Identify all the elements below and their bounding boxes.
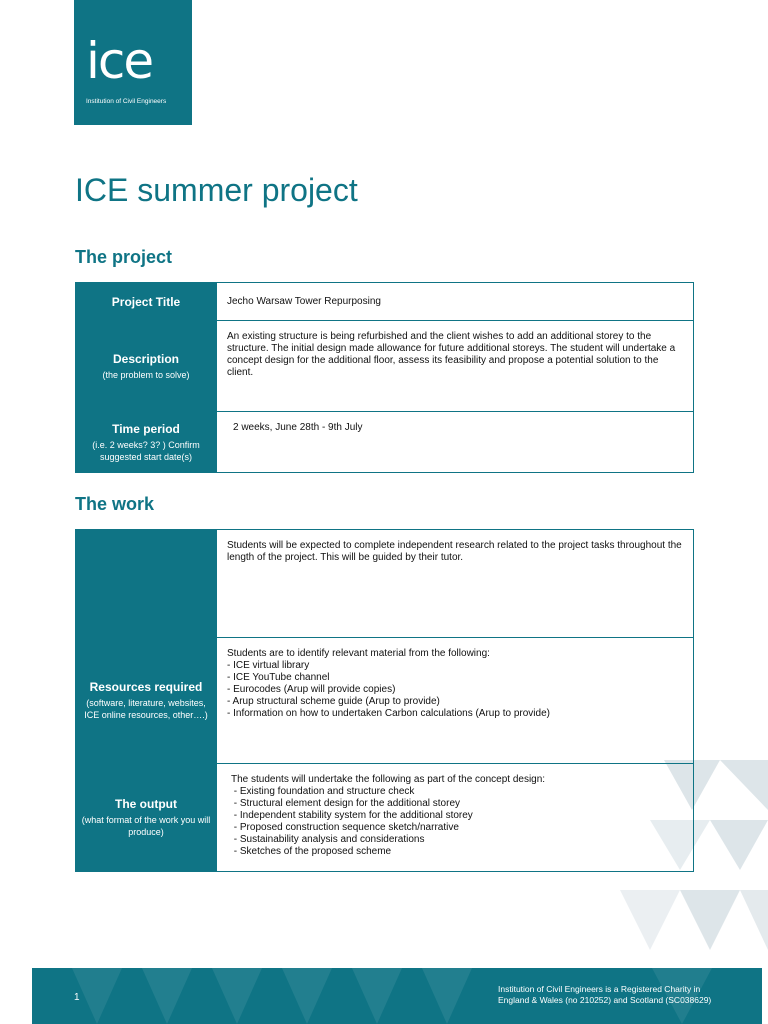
resources-line: - Information on how to undertaken Carbon calculations (Arup to provide) xyxy=(227,708,550,719)
project-title-label-cell xyxy=(76,283,217,321)
description-label: Description xyxy=(112,351,179,366)
work-table xyxy=(75,529,694,872)
table-row xyxy=(76,638,694,764)
logo-wordmark: ice xyxy=(86,32,153,90)
time-period-sublabel: (i.e. 2 weeks? 3? ) Confirm suggested start date(s) xyxy=(92,439,200,462)
page-number: 1 xyxy=(74,992,80,1003)
time-period-label-cell xyxy=(76,412,217,473)
resources-label: Resources required xyxy=(89,680,203,694)
output-line: - Proposed construction sequence sketch/narrative xyxy=(231,822,459,833)
output-line: - Existing foundation and structure check xyxy=(231,786,415,797)
resources-line: - Eurocodes (Arup will provide copies) xyxy=(227,684,396,695)
charity-line: England & Wales (no 210252) and Scotland (SC038629) xyxy=(498,995,712,1005)
section-heading-project: The project xyxy=(75,247,173,267)
output-sublabel: (what format of the work you will produce) xyxy=(81,815,211,837)
resources-label-cell xyxy=(76,638,217,764)
logo-org-name: Institution of Civil Engineers xyxy=(86,98,167,105)
resources-line: - Arup structural scheme guide (Arup to provide) xyxy=(227,696,440,707)
output-line: The students will undertake the following as part of the concept design: xyxy=(231,774,546,785)
description-label-cell xyxy=(76,321,217,412)
table-row xyxy=(76,321,694,412)
resources-line: - ICE YouTube channel xyxy=(227,672,330,683)
output-line: - Independent stability system for the additional storey xyxy=(231,810,473,821)
project-title-label: Project Title xyxy=(111,294,181,309)
output-line: - Structural element design for the additional storey xyxy=(231,798,461,809)
resources-line: - ICE virtual library xyxy=(227,660,310,671)
table-row xyxy=(76,412,694,473)
intro-label-cell xyxy=(76,530,217,638)
resources-sublabel: (software, literature, websites, ICE online resources, other….) xyxy=(84,698,208,720)
output-line: - Sketches of the proposed scheme xyxy=(231,846,392,857)
project-title-value: Jecho Warsaw Tower Repurposing xyxy=(217,283,694,321)
page-footer xyxy=(32,968,762,1024)
project-table xyxy=(75,282,694,473)
charity-registration xyxy=(498,984,711,1006)
output-label: The output xyxy=(115,797,177,811)
table-row xyxy=(76,764,694,872)
resources-value xyxy=(217,638,694,764)
research-intro-value: Students will be expected to complete independent research related to the project tasks throughout the length of the project. This will be guided by their tutor. xyxy=(217,530,694,638)
output-value xyxy=(217,764,694,872)
ice-logo xyxy=(74,0,192,125)
time-period-value: 2 weeks, June 28th - 9th July xyxy=(217,412,694,473)
page-title: ICE summer project xyxy=(75,172,358,208)
resources-line: Students are to identify relevant material from the following: xyxy=(227,648,490,659)
description-sublabel: (the problem to solve) xyxy=(102,369,190,380)
table-row xyxy=(76,530,694,638)
time-period-label: Time period xyxy=(112,421,180,436)
description-value: An existing structure is being refurbished and the client wishes to add an additional storey to the structure. The initial design made allowance for future additional storeys. The student will undertake a concept design for the additional floor, assess its feasibility and propose a potential solution to the client. xyxy=(217,321,694,412)
charity-line: Institution of Civil Engineers is a Registered Charity in xyxy=(498,984,701,994)
section-heading-work: The work xyxy=(75,494,155,514)
table-row xyxy=(76,283,694,321)
output-label-cell xyxy=(76,764,217,872)
output-line: - Sustainability analysis and considerations xyxy=(231,834,425,845)
